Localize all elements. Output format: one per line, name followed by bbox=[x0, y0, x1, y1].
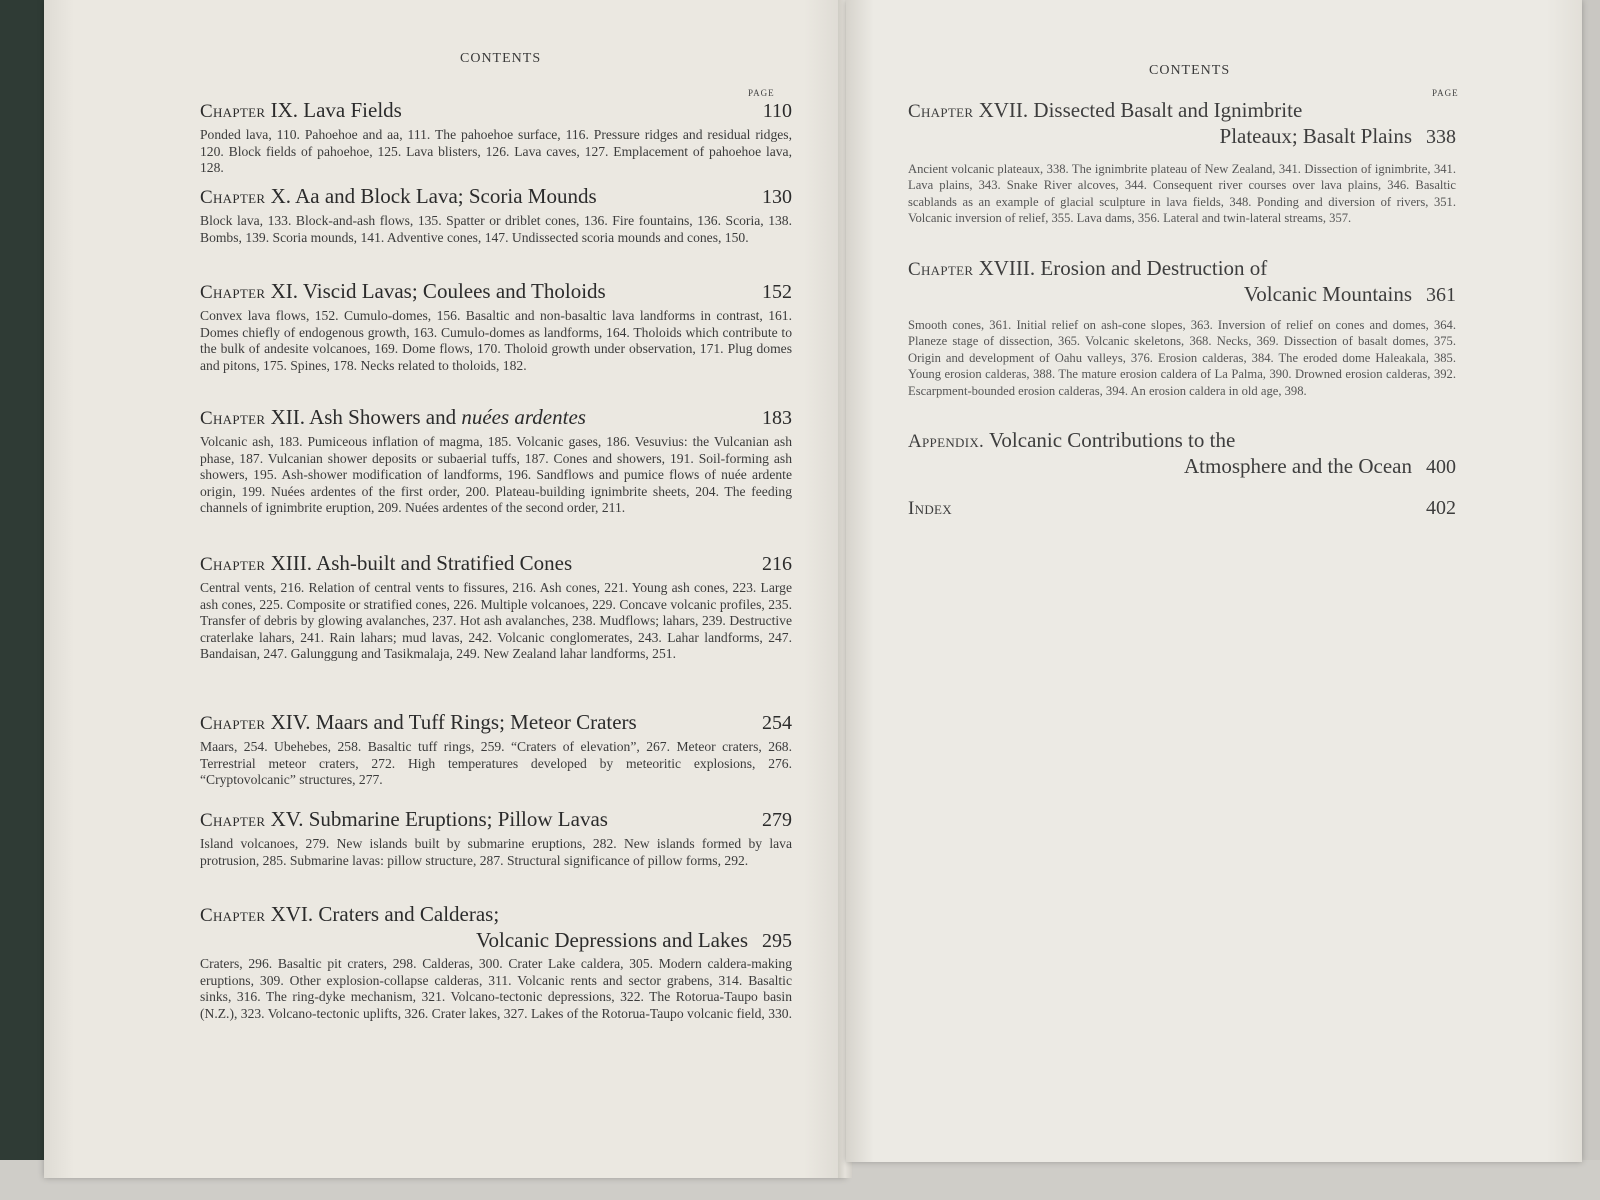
index-page: 402 bbox=[1426, 497, 1456, 519]
index-label: Index bbox=[908, 498, 952, 519]
chapter-page: 295 bbox=[762, 930, 792, 952]
chapter-xv-entry: Chapter XV. Submarine Eruptions; Pillow Lavas 279 Island volcanoes, 279. New islands built by submarine eruptions, 282. New islands formed by lava protrusion, 285. Submarine lavas: pillow structure, 287. Structural significance of pillow forms, 292. bbox=[200, 807, 792, 868]
chapter-title-continued: Volcanic Mountains bbox=[1243, 282, 1412, 306]
left-page bbox=[44, 0, 846, 1178]
chapter-description: Convex lava flows, 152. Cumulo-domes, 156. Basaltic and non-basaltic lava landforms in contrast, 161. Domes chiefly of endogenous growth, 163. Cumulo-domes as landforms, 164. Tholoids which contribute to the bulk of andesite volcanoes, 169. Dome flows, 170. Tholoid growth under observation, 171. Plug domes and pitons, 175. Spines, 178. Necks related to tholoids, 182. bbox=[200, 308, 792, 373]
chapter-description: Smooth cones, 361. Initial relief on ash-cone slopes, 363. Inversion of relief on cones and domes, 364. Planeze stage of dissection, 365. Volcanic skeletons, 368. Necks, 369. Dissection of basalt domes, 375. Origin and development of Oahu valleys, 376. Erosion calderas, 384. The eroded dome Haleakala, 385. Young erosion calderas, 388. The mature erosion caldera of La Palma, 390. Drowned erosion calderas, 392. Escarpment-bounded erosion calderas, 394. An erosion caldera in old age, 398. bbox=[908, 318, 1456, 398]
chapter-x-entry: Chapter X. Aa and Block Lava; Scoria Mounds 130 Block lava, 133. Block-and-ash flows, 135. Spatter or driblet cones, 136. Fire fountains, 136. Scoria, 138. Bombs, 139. Scoria mounds, 141. Adventive cones, 147. Undissected scoria mounds and cones, 150. bbox=[200, 184, 792, 245]
appendix-title: Volcanic Contributions to the bbox=[988, 428, 1236, 452]
running-head: CONTENTS bbox=[1149, 63, 1231, 78]
page-column-label: PAGE bbox=[1432, 88, 1459, 98]
chapter-page: 130 bbox=[762, 186, 792, 208]
chapter-page: 361 bbox=[1426, 284, 1456, 306]
chapter-title: Viscid Lavas; Coulees and Tholoids bbox=[302, 279, 606, 303]
chapter-description: Central vents, 216. Relation of central vents to fissures, 216. Ash cones, 221. Young ash cones, 223. Large ash cones, 225. Composite or stratified cones, 226. Multiple volcanoes, 229. Concave volcanic profiles, 235. Transfer of debris by glowing avalanches, 237. Hot ash avalanches, 238. Mudflows; lahars, 239. Destructive craterlake lahars, 241. Rain lahars; mud lavas, 242. Volcanic conglomerates, 243. Lahar landforms, 247. Bandaisan, 247. Galunggung and Tasikmalaja, 249. New Zealand lahar landforms, 251. bbox=[200, 580, 792, 662]
chapter-title: Aa and Block Lava; Scoria Mounds bbox=[295, 184, 597, 208]
chapter-title-italic: nuées ardentes bbox=[461, 405, 586, 429]
chapter-xiv-entry: Chapter XIV. Maars and Tuff Rings; Meteor Craters 254 Maars, 254. Ubehebes, 258. Basaltic tuff rings, 259. “Craters of elevation”, 267. Meteor craters, 268. Terrestrial meteor craters, 272. High temperatures developed by meteoritic explosions, 276. “Cryptovolcanic” structures, 277. bbox=[200, 710, 792, 788]
chapter-xi-entry: Chapter XI. Viscid Lavas; Coulees and Tholoids 152 Convex lava flows, 152. Cumulo-domes, 156. Basaltic and non-basaltic lava landforms in contrast, 161. Domes chiefly of endogenous growth, 163. Cumulo-domes as landforms, 164. Tholoids which contribute to the bulk of andesite volcanoes, 169. Dome flows, 170. Tholoid growth under observation, 171. Plug domes and pitons, 175. Spines, 178. Necks related to tholoids, 182. bbox=[200, 279, 792, 373]
chapter-title: Dissected Basalt and Ignimbrite bbox=[1033, 98, 1303, 122]
chapter-xvii-entry: Chapter XVII. Dissected Basalt and Ignimbrite Plateaux; Basalt Plains 338 Ancient volcanic plateaux, 338. The ignimbrite plateau of New Zealand, 341. Dissection of ignimbrite, 341. Lava plains, 343. Snake River alcoves, 344. Consequent river courses over lava plains, 346. Basaltic scablands as an example of glacial sculpture in lava fields, 348. Ponding and diversion of rivers, 351. Volcanic inversion of relief, 355. Lava dams, 356. Lateral and twin-lateral streams, 357. bbox=[908, 98, 1456, 226]
book-cover-edge bbox=[0, 0, 48, 1200]
chapter-page: 254 bbox=[762, 712, 792, 734]
chapter-description: Island volcanoes, 279. New islands built by submarine eruptions, 282. New islands formed by lava protrusion, 285. Submarine lavas: pillow structure, 287. Structural significance of pillow forms, 292. bbox=[200, 836, 792, 868]
appendix-title-continued: Atmosphere and the Ocean bbox=[1184, 454, 1412, 478]
chapter-title: Ash-built and Stratified Cones bbox=[316, 551, 573, 575]
appendix-entry: Appendix. Volcanic Contributions to the Atmosphere and the Ocean 400 bbox=[908, 428, 1456, 478]
chapter-description: Block lava, 133. Block-and-ash flows, 135. Spatter or driblet cones, 136. Fire fountains, 136. Scoria, 138. Bombs, 139. Scoria mounds, 141. Adventive cones, 147. Undissected scoria mounds and cones, 150. bbox=[200, 213, 792, 245]
chapter-description: Craters, 296. Basaltic pit craters, 298. Calderas, 300. Crater Lake caldera, 305. Modern caldera-making eruptions, 309. Other explosion-collapse calderas, 311. Volcanic rents and sector grabens, 314. Basaltic sinks, 316. The ring-dyke mechanism, 321. Volcano-tectonic depressions, 322. The Rotorua-Taupo basin (N.Z.), 323. Volcano-tectonic uplifts, 326. Crater lakes, 327. Lakes of the Rotorua-Taupo volcanic field, 330. bbox=[200, 956, 792, 1021]
chapter-page: 110 bbox=[762, 100, 792, 122]
chapter-description: Maars, 254. Ubehebes, 258. Basaltic tuff rings, 259. “Craters of elevation”, 267. Meteor craters, 268. Terrestrial meteor craters, 272. High temperatures developed by meteoritic explosions, 276. “Cryptovolcanic” structures, 277. bbox=[200, 739, 792, 788]
chapter-description: Ancient volcanic plateaux, 338. The ignimbrite plateau of New Zealand, 341. Dissection of ignimbrite, 341. Lava plains, 343. Snake River alcoves, 344. Consequent river courses over lava plains, 346. Basaltic scablands as an example of glacial sculpture in lava fields, 348. Ponding and diversion of rivers, 351. Volcanic inversion of relief, 355. Lava dams, 356. Lateral and twin-lateral streams, 357. bbox=[908, 162, 1456, 226]
chapter-xii-entry: Chapter XII. Ash Showers and nuées ardentes 183 Volcanic ash, 183. Pumiceous inflation of magma, 185. Volcanic gases, 186. Vesuvius: the Vulcanian ash phase, 187. Vulcanian shower deposits or subaerial tuffs, 187. Cones and showers, 191. Soil-forming ash showers, 195. Ash-shower modification of landforms, 196. Sandflows and pumice flows of nuée ardente origin, 199. Nuées ardentes of the first order, 200. Plateau-building ignimbrite sheets, 204. The feeding channels of ignimbrite eruption, 209. Nuées ardentes of the second order, 211. bbox=[200, 405, 792, 516]
chapter-xvi-entry: Chapter XVI. Craters and Calderas; Volcanic Depressions and Lakes 295 Craters, 296. Basaltic pit craters, 298. Calderas, 300. Crater Lake caldera, 305. Modern caldera-making eruptions, 309. Other explosion-collapse calderas, 311. Volcanic rents and sector grabens, 314. Basaltic sinks, 316. The ring-dyke mechanism, 321. Volcano-tectonic depressions, 322. The Rotorua-Taupo basin (N.Z.), 323. Volcano-tectonic uplifts, 326. Crater lakes, 327. Lakes of the Rotorua-Taupo volcanic field, 330. bbox=[200, 902, 792, 1021]
chapter-title: Craters and Calderas; bbox=[318, 902, 500, 926]
chapter-page: 216 bbox=[762, 553, 792, 575]
chapter-page: 338 bbox=[1426, 126, 1456, 148]
appendix-page: 400 bbox=[1426, 456, 1456, 478]
chapter-title: Lava Fields bbox=[303, 98, 402, 122]
chapter-title-continued: Volcanic Depressions and Lakes bbox=[476, 928, 748, 952]
chapter-xviii-entry: Chapter XVIII. Erosion and Destruction of Volcanic Mountains 361 Smooth cones, 361. Initial relief on ash-cone slopes, 363. Inversion of relief on cones and domes, 364. Planeze stage of dissection, 365. Volcanic skeletons, 368. Necks, 369. Dissection of basalt domes, 375. Origin and development of Oahu valleys, 376. Erosion calderas, 384. The eroded dome Haleakala, 385. Young erosion calderas, 388. The mature erosion caldera of La Palma, 390. Drowned erosion calderas, 392. Escarpment-bounded erosion calderas, 394. An erosion caldera in old age, 398. bbox=[908, 256, 1456, 398]
chapter-page: 152 bbox=[762, 281, 792, 303]
chapter-page: 279 bbox=[762, 809, 792, 831]
chapter-title: Maars and Tuff Rings; Meteor Craters bbox=[315, 710, 637, 734]
chapter-title: Submarine Eruptions; Pillow Lavas bbox=[308, 807, 608, 831]
chapter-ix-entry: Chapter IX. Lava Fields 110 Ponded lava, 110. Pahoehoe and aa, 111. The pahoehoe surface, 116. Pressure ridges and residual ridges, 120. Block fields of pahoehoe, 125. Lava blisters, 126. Lava caves, 127. Emplacement of pahoehoe lava, 128. bbox=[200, 98, 792, 176]
index-entry bbox=[908, 496, 1456, 521]
running-head: CONTENTS bbox=[460, 51, 542, 66]
chapter-description: Volcanic ash, 183. Pumiceous inflation of magma, 185. Volcanic gases, 186. Vesuvius: the Vulcanian ash phase, 187. Vulcanian shower deposits or subaerial tuffs, 187. Cones and showers, 191. Soil-forming ash showers, 195. Ash-shower modification of landforms, 196. Sandflows and pumice flows of nuée ardente origin, 199. Nuées ardentes of the first order, 200. Plateau-building ignimbrite sheets, 204. The feeding channels of ignimbrite eruption, 209. Nuées ardentes of the second order, 211. bbox=[200, 434, 792, 516]
right-page bbox=[846, 0, 1582, 1162]
chapter-page: 183 bbox=[762, 407, 792, 429]
chapter-title-continued: Plateaux; Basalt Plains bbox=[1219, 124, 1412, 148]
chapter-title: Ash Showers and bbox=[309, 405, 457, 429]
page-column-label: PAGE bbox=[748, 88, 775, 98]
chapter-xiii-entry: Chapter XIII. Ash-built and Stratified Cones 216 Central vents, 216. Relation of central vents to fissures, 216. Ash cones, 221. Young ash cones, 223. Large ash cones, 225. Composite or stratified cones, 226. Multiple volcanoes, 229. Concave volcanic profiles, 235. Transfer of debris by glowing avalanches, 237. Hot ash avalanches, 238. Mudflows; lahars, 239. Destructive craterlake lahars, 241. Rain lahars; mud lavas, 242. Volcanic conglomerates, 243. Lahar landforms, 247. Bandaisan, 247. Galunggung and Tasikmalaja, 249. New Zealand lahar landforms, 251. bbox=[200, 551, 792, 662]
chapter-description: Ponded lava, 110. Pahoehoe and aa, 111. The pahoehoe surface, 116. Pressure ridges and residual ridges, 120. Block fields of pahoehoe, 125. Lava blisters, 126. Lava caves, 127. Emplacement of pahoehoe lava, 128. bbox=[200, 127, 792, 176]
chapter-title: Erosion and Destruction of bbox=[1040, 256, 1268, 280]
